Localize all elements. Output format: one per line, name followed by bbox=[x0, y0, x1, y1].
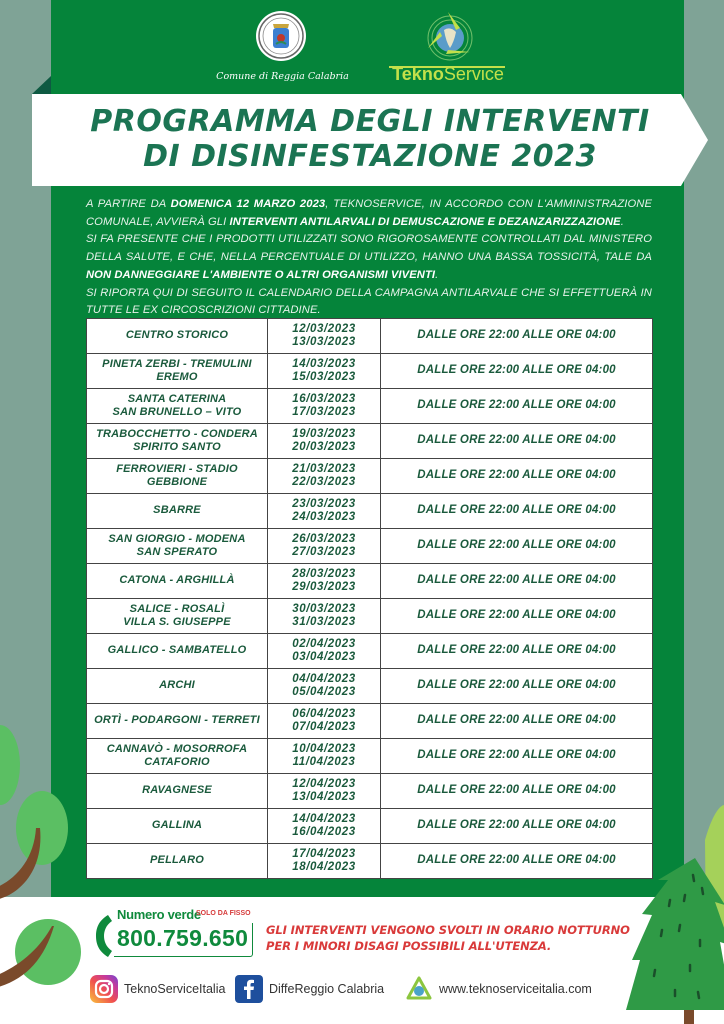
facebook-link[interactable] bbox=[235, 975, 384, 1003]
schedule-row bbox=[87, 739, 653, 774]
dates-cell bbox=[268, 494, 381, 529]
start-date: 06/04/2023 bbox=[292, 707, 356, 720]
start-date: 17/04/2023 bbox=[292, 847, 356, 860]
zone-line-1: SBARRE bbox=[153, 504, 201, 517]
zone-line-2: SAN BRUNELLO – VITO bbox=[112, 406, 242, 418]
zone-line-1: GALLINA bbox=[151, 819, 203, 832]
zone-line-1: PINETA ZERBI - TREMULINI bbox=[102, 357, 252, 370]
intro-paragraph-2: SI FA PRESENTE CHE I PRODOTTI UTILIZZATI SONO RIGOROSAMENTE CONTROLLATI DAL MINISTERO DELLA SALUTE, E CHE, NELLA PERCENTUALE DI UTILIZZO, HANNO UNA BASSA TOSSICITÀ, TALE DA NON DANNEGGIARE L'AMBIENTE O ALTRI ORGANISMI VIVENTI. bbox=[86, 233, 652, 281]
facebook-icon bbox=[235, 975, 263, 1003]
end-date: 20/03/2023 bbox=[292, 441, 356, 453]
notice-line-1: GLI INTERVENTI VENGONO SVOLTI IN ORARIO NOTTURNO bbox=[266, 923, 630, 937]
intro-paragraph-1: A PARTIRE DA DOMENICA 12 MARZO 2023, TEKNOSERVICE, IN ACCORDO CON L'AMMINISTRAZIONE COMUNALE, AVVIERÀ GLI INTERVENTI ANTILARVALI DI DEMUSCAZIONE E DEZANZARIZZAZIONE. bbox=[86, 198, 653, 228]
night-notice bbox=[266, 922, 630, 954]
start-date: 16/03/2023 bbox=[292, 392, 356, 405]
zone-line-1: SAN GIORGIO - MODENA bbox=[108, 532, 246, 545]
numero-verde-label: Numero verde bbox=[117, 907, 201, 922]
zone-cell bbox=[87, 424, 268, 459]
schedule-table bbox=[86, 318, 653, 879]
hours-cell: DALLE ORE 22:00 ALLE ORE 04:00 bbox=[381, 459, 653, 494]
schedule-row bbox=[87, 389, 653, 424]
start-date: 12/04/2023 bbox=[292, 777, 356, 790]
end-date: 27/03/2023 bbox=[292, 546, 356, 558]
end-date: 29/03/2023 bbox=[292, 581, 356, 593]
end-date: 03/04/2023 bbox=[292, 651, 356, 663]
hours-cell: DALLE ORE 22:00 ALLE ORE 04:00 bbox=[381, 739, 653, 774]
title-line-1: PROGRAMMA DEGLI INTERVENTI bbox=[90, 104, 650, 139]
zone-line-1: ARCHI bbox=[159, 679, 195, 692]
hours-cell: DALLE ORE 22:00 ALLE ORE 04:00 bbox=[381, 809, 653, 844]
start-date: 28/03/2023 bbox=[292, 567, 356, 580]
zone-cell bbox=[87, 459, 268, 494]
start-date: 19/03/2023 bbox=[292, 427, 356, 440]
end-date: 13/04/2023 bbox=[292, 791, 356, 803]
zone-line-1: CATONA - ARGHILLÀ bbox=[119, 574, 235, 587]
schedule-row bbox=[87, 354, 653, 389]
notice-line-2: PER I MINORI DISAGI POSSIBILI ALL'UTENZA. bbox=[266, 939, 552, 953]
end-date: 07/04/2023 bbox=[292, 721, 356, 733]
zone-cell bbox=[87, 634, 268, 669]
dates-cell bbox=[268, 739, 381, 774]
dates-cell bbox=[268, 319, 381, 354]
dates-cell bbox=[268, 844, 381, 879]
start-date: 10/04/2023 bbox=[292, 742, 356, 755]
zone-line-1: ORTÌ - PODARGONI - TERRETI bbox=[94, 714, 260, 727]
hours-cell: DALLE ORE 22:00 ALLE ORE 04:00 bbox=[381, 494, 653, 529]
zone-line-2: GEBBIONE bbox=[146, 476, 208, 488]
zone-line-2: CATAFORIO bbox=[144, 756, 210, 768]
zone-cell bbox=[87, 774, 268, 809]
zone-line-1: RAVAGNESE bbox=[142, 784, 212, 797]
intro-paragraph-3: SI RIPORTA QUI DI SEGUITO IL CALENDARIO DELLA CAMPAGNA ANTILARVALE CHE SI EFFETTUERÀ IN TUTTE LE EX CIRCOSCRIZIONI CITTADINE. bbox=[86, 286, 652, 317]
page-title bbox=[32, 104, 708, 174]
website-link[interactable] bbox=[405, 975, 592, 1003]
banner-fold bbox=[32, 76, 51, 94]
hours-cell: DALLE ORE 22:00 ALLE ORE 04:00 bbox=[381, 424, 653, 459]
instagram-icon bbox=[90, 975, 118, 1003]
end-date: 24/03/2023 bbox=[292, 511, 356, 523]
title-line-2: DI DISINFESTAZIONE 2023 bbox=[143, 139, 597, 174]
intro-text bbox=[86, 196, 652, 320]
zone-line-1: FERROVIERI - STADIO bbox=[116, 462, 238, 475]
zone-cell bbox=[87, 809, 268, 844]
teknoservice-globe-logo-icon bbox=[420, 8, 480, 66]
zone-line-1: CANNAVÒ - MOSORROFA bbox=[106, 742, 248, 755]
dates-cell bbox=[268, 634, 381, 669]
dates-cell bbox=[268, 669, 381, 704]
website-url: www.teknoserviceitalia.com bbox=[439, 982, 592, 996]
start-date: 04/04/2023 bbox=[292, 672, 356, 685]
start-date: 23/03/2023 bbox=[292, 497, 356, 510]
zone-cell bbox=[87, 739, 268, 774]
end-date: 18/04/2023 bbox=[292, 861, 356, 873]
schedule-row bbox=[87, 599, 653, 634]
dates-cell bbox=[268, 459, 381, 494]
hours-cell: DALLE ORE 22:00 ALLE ORE 04:00 bbox=[381, 669, 653, 704]
brand-part1: Tekno bbox=[392, 64, 444, 84]
solo-da-fisso-label: SOLO DA FISSO bbox=[196, 910, 251, 917]
start-date: 14/03/2023 bbox=[292, 357, 356, 370]
dates-cell bbox=[268, 774, 381, 809]
zone-cell bbox=[87, 354, 268, 389]
brand-part2: Service bbox=[443, 64, 504, 84]
zone-cell bbox=[87, 844, 268, 879]
hours-cell: DALLE ORE 22:00 ALLE ORE 04:00 bbox=[381, 564, 653, 599]
schedule-row bbox=[87, 669, 653, 704]
comune-label: Comune di Reggia Calabria bbox=[216, 71, 349, 82]
schedule-row bbox=[87, 809, 653, 844]
end-date: 22/03/2023 bbox=[292, 476, 356, 488]
zone-line-1: PELLARO bbox=[150, 854, 204, 867]
end-date: 31/03/2023 bbox=[292, 616, 356, 628]
schedule-row bbox=[87, 494, 653, 529]
start-date: 14/04/2023 bbox=[292, 812, 356, 825]
hours-cell: DALLE ORE 22:00 ALLE ORE 04:00 bbox=[381, 529, 653, 564]
schedule-row bbox=[87, 424, 653, 459]
hours-cell: DALLE ORE 22:00 ALLE ORE 04:00 bbox=[381, 774, 653, 809]
end-date: 17/03/2023 bbox=[292, 406, 356, 418]
hours-cell: DALLE ORE 22:00 ALLE ORE 04:00 bbox=[381, 354, 653, 389]
start-date: 21/03/2023 bbox=[292, 462, 356, 475]
zone-line-1: CENTRO STORICO bbox=[125, 329, 229, 342]
zone-line-2: EREMO bbox=[156, 371, 198, 383]
hours-cell: DALLE ORE 22:00 ALLE ORE 04:00 bbox=[381, 704, 653, 739]
dates-cell bbox=[268, 564, 381, 599]
schedule-row bbox=[87, 529, 653, 564]
dates-cell bbox=[268, 809, 381, 844]
schedule-row bbox=[87, 844, 653, 879]
end-date: 16/04/2023 bbox=[292, 826, 356, 838]
zone-line-2: SPIRITO SANTO bbox=[133, 441, 221, 453]
zone-cell bbox=[87, 704, 268, 739]
zone-cell bbox=[87, 494, 268, 529]
start-date: 02/04/2023 bbox=[292, 637, 356, 650]
dates-cell bbox=[268, 599, 381, 634]
end-date: 15/03/2023 bbox=[292, 371, 356, 383]
dates-cell bbox=[268, 354, 381, 389]
zone-cell bbox=[87, 564, 268, 599]
end-date: 11/04/2023 bbox=[292, 756, 356, 768]
phone-number[interactable]: 800.759.650 bbox=[117, 925, 249, 951]
end-date: 13/03/2023 bbox=[292, 336, 356, 348]
start-date: 26/03/2023 bbox=[292, 532, 356, 545]
zone-line-2: VILLA S. GIUSEPPE bbox=[123, 616, 231, 628]
zone-line-2: SAN SPERATO bbox=[136, 546, 218, 558]
schedule-row bbox=[87, 774, 653, 809]
schedule-row bbox=[87, 704, 653, 739]
zone-line-1: SALICE - ROSALÌ bbox=[129, 602, 225, 615]
schedule-row bbox=[87, 319, 653, 354]
phone-icon bbox=[94, 913, 114, 959]
end-date: 05/04/2023 bbox=[292, 686, 356, 698]
dates-cell bbox=[268, 389, 381, 424]
dates-cell bbox=[268, 704, 381, 739]
schedule-row bbox=[87, 459, 653, 494]
zone-line-1: TRABOCCHETTO - CONDERA bbox=[96, 427, 258, 440]
schedule-row bbox=[87, 634, 653, 669]
zone-cell bbox=[87, 529, 268, 564]
hours-cell: DALLE ORE 22:00 ALLE ORE 04:00 bbox=[381, 319, 653, 354]
zone-cell bbox=[87, 319, 268, 354]
teknoservice-wordmark bbox=[386, 64, 510, 85]
start-date: 30/03/2023 bbox=[292, 602, 356, 615]
zone-line-1: SANTA CATERINA bbox=[127, 392, 227, 405]
recycle-globe-icon bbox=[405, 975, 433, 1003]
hours-cell: DALLE ORE 22:00 ALLE ORE 04:00 bbox=[381, 844, 653, 879]
start-date: 12/03/2023 bbox=[292, 322, 356, 335]
zone-cell bbox=[87, 599, 268, 634]
zone-line-1: GALLICO - SAMBATELLO bbox=[107, 644, 247, 657]
zone-cell bbox=[87, 669, 268, 704]
hours-cell: DALLE ORE 22:00 ALLE ORE 04:00 bbox=[381, 389, 653, 424]
instagram-handle: TeknoServiceItalia bbox=[124, 982, 226, 996]
zone-cell bbox=[87, 389, 268, 424]
phone-number-box bbox=[114, 923, 253, 957]
hours-cell: DALLE ORE 22:00 ALLE ORE 04:00 bbox=[381, 599, 653, 634]
hours-cell: DALLE ORE 22:00 ALLE ORE 04:00 bbox=[381, 634, 653, 669]
instagram-link[interactable] bbox=[90, 975, 225, 1003]
dates-cell bbox=[268, 529, 381, 564]
schedule-row bbox=[87, 564, 653, 599]
dates-cell bbox=[268, 424, 381, 459]
facebook-handle: DiffeReggio Calabria bbox=[269, 982, 385, 996]
comune-coat-of-arms-icon bbox=[255, 10, 307, 62]
